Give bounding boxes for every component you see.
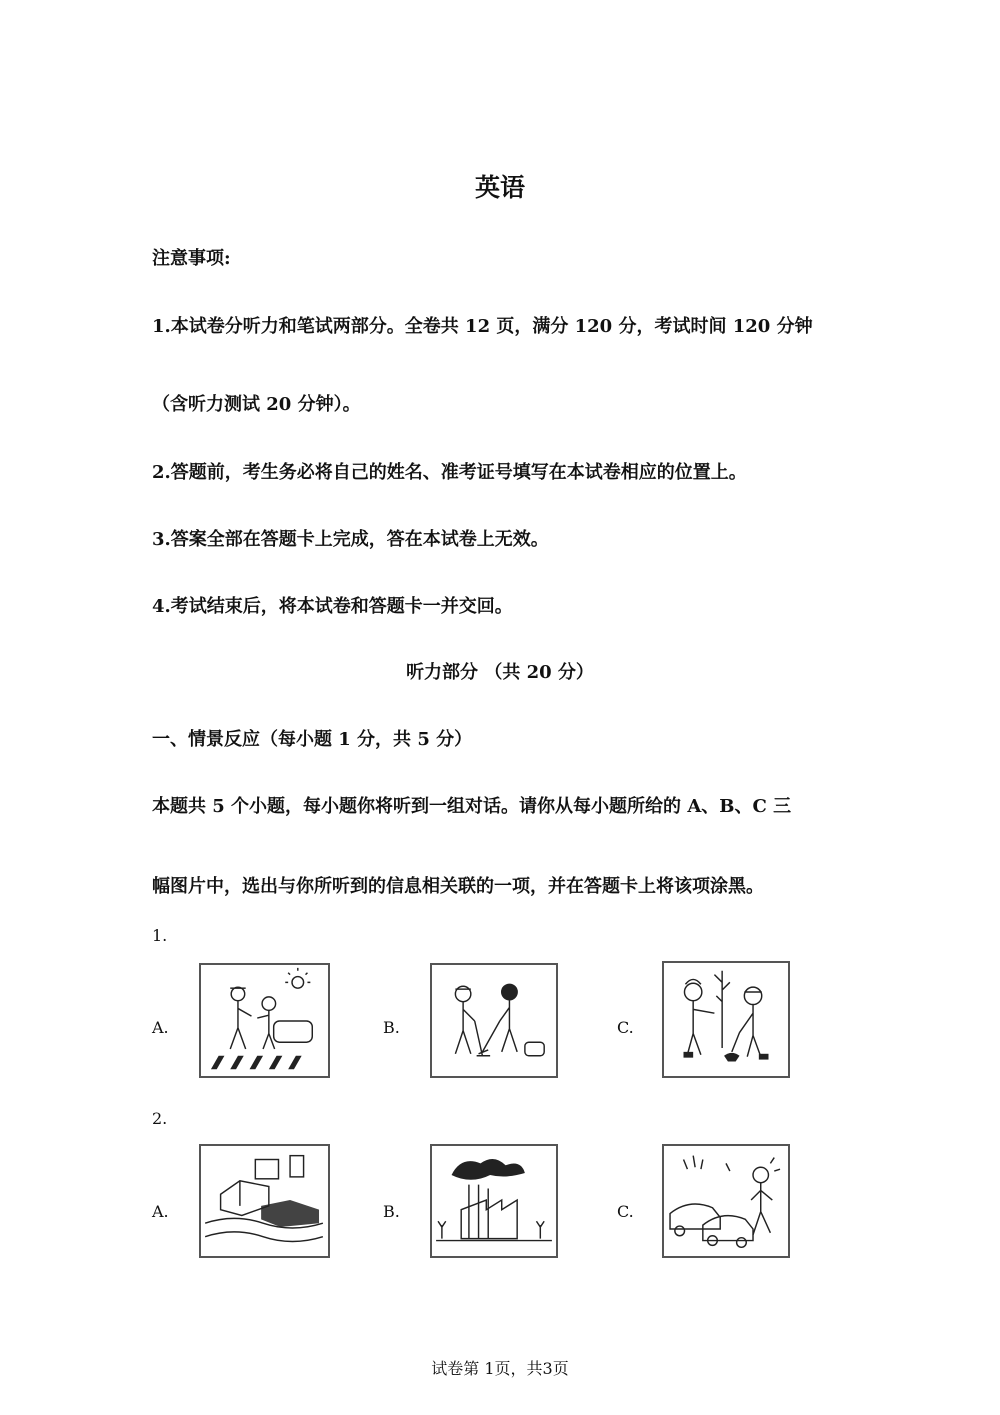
part1-title: 一、情景反应（每小题 1 分，共 5 分） — [152, 729, 473, 750]
section-title: 听力部分 （共 20 分） — [406, 662, 594, 683]
page-title: 英语 — [474, 173, 525, 202]
option-label-b: B. — [383, 1018, 400, 1037]
notice-heading: 注意事项: — [152, 248, 231, 269]
question-number: 2. — [152, 1109, 168, 1128]
notice-item-1-continued: （含听力测试 20 分钟）。 — [152, 394, 361, 415]
notice-item-4: 4.考试结束后，将本试卷和答题卡一并交回。 — [152, 596, 513, 617]
sweeping-street-icon — [430, 963, 558, 1078]
option-label-a: A. — [152, 1202, 169, 1221]
planting-tree-icon — [662, 961, 790, 1078]
factory-smoke-icon — [430, 1144, 558, 1258]
notice-item-2: 2.答题前，考生务必将自己的姓名、准考证号填写在本试卷相应的位置上。 — [152, 462, 747, 483]
page-footer: 试卷第 1页，共3页 — [431, 1359, 569, 1378]
traffic-noise-icon — [662, 1144, 790, 1258]
option-label-c: C. — [617, 1018, 634, 1037]
notice-item-1: 1.本试卷分听力和笔试两部分。全卷共 12 页，满分 120 分，考试时间 120 分钟 — [152, 316, 813, 337]
instructions-line-1: 本题共 5 个小题，每小题你将听到一组对话。请你从每小题所给的 A、B、C 三 — [152, 796, 792, 817]
polluted-river-icon — [199, 1144, 330, 1258]
question-number: 1. — [152, 926, 168, 945]
notice-item-3: 3.答案全部在答题卡上完成，答在本试卷上无效。 — [152, 529, 549, 550]
instructions-line-2: 幅图片中，选出与你所听到的信息相关联的一项，并在答题卡上将该项涂黑。 — [152, 876, 764, 897]
option-label-c: C. — [617, 1202, 634, 1221]
crossing-street-helping-elder-icon — [199, 963, 330, 1078]
option-label-a: A. — [152, 1018, 169, 1037]
option-label-b: B. — [383, 1202, 400, 1221]
